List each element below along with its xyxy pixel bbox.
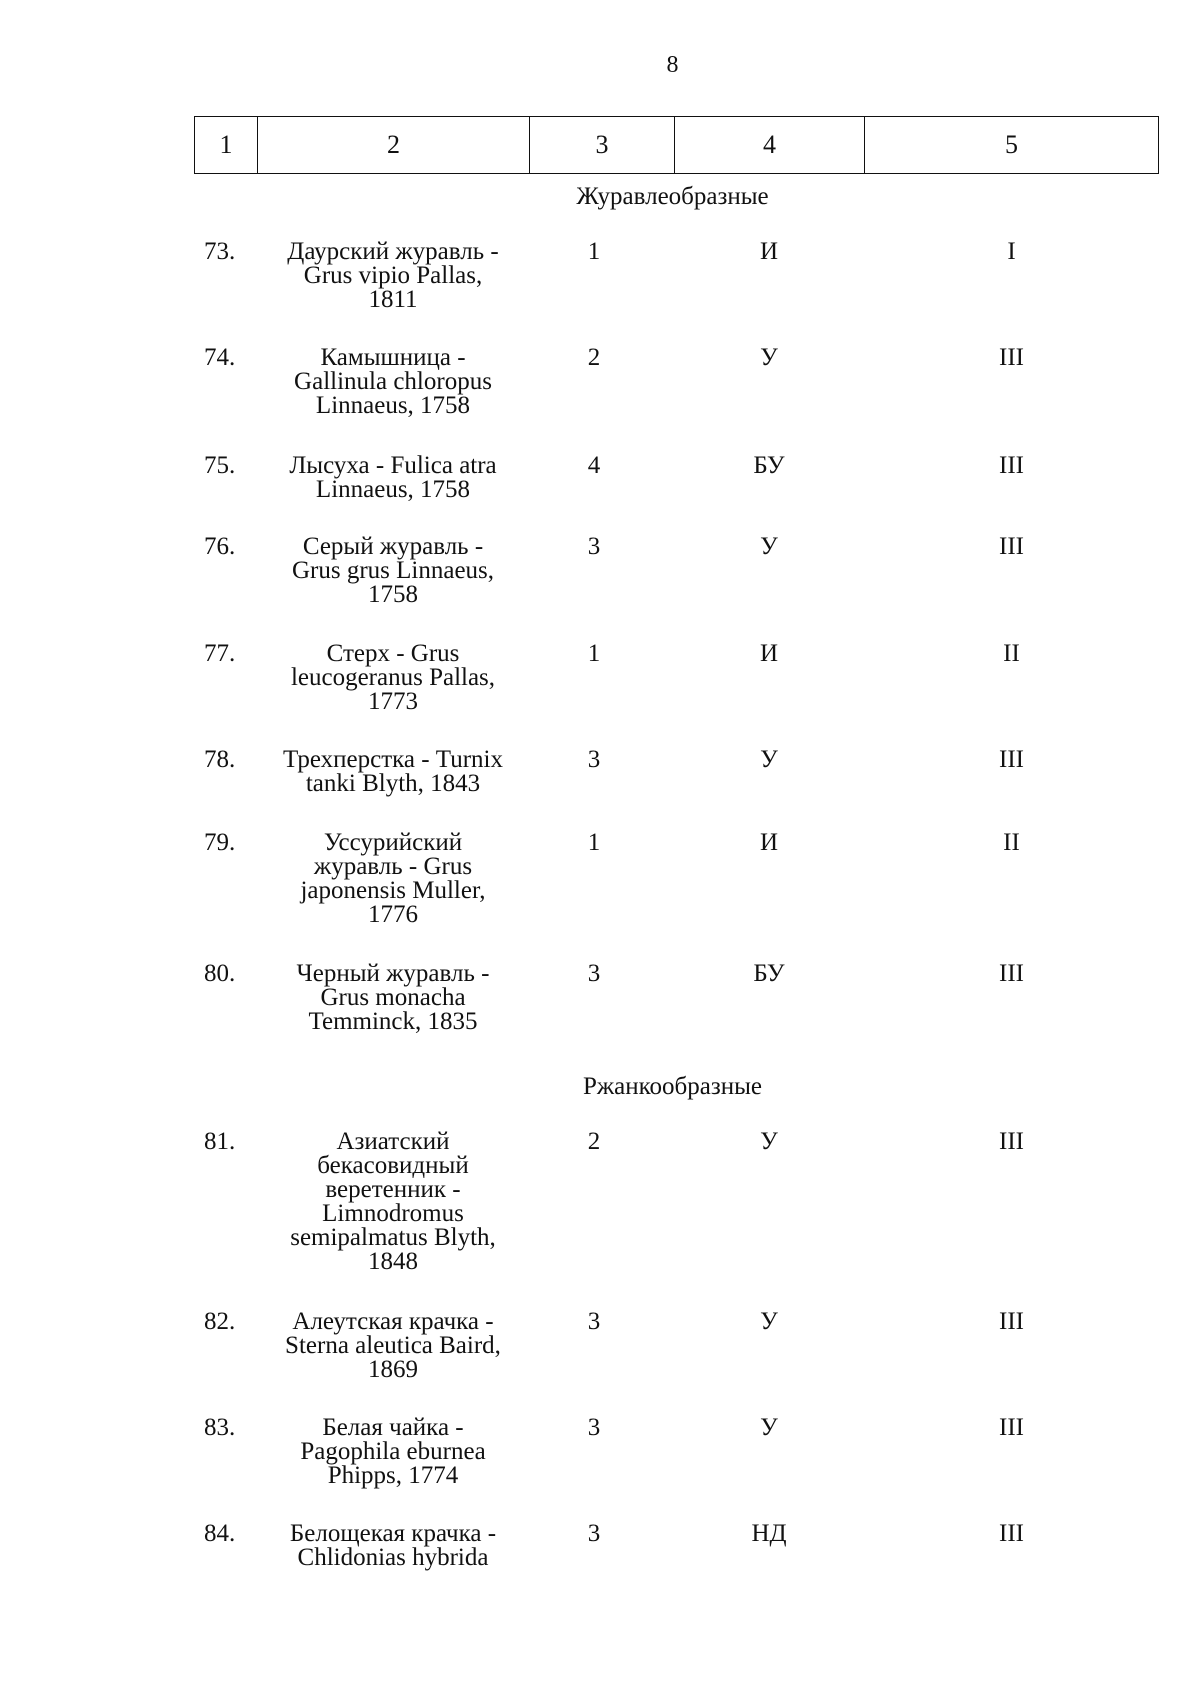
species-name: Камышница - Gallinula chloropus Linnaeus, 1758 (294, 344, 492, 419)
status-value: У (760, 344, 778, 371)
species-name: Серый журавль - Grus grus Linnaeus, 1758 (291, 533, 495, 608)
header-col-3: 3 (530, 117, 675, 173)
category-value: 3 (587, 1520, 601, 1547)
category-value: 3 (587, 533, 601, 560)
priority-value: III (999, 1520, 1024, 1547)
section-title: Ржанкообразные (583, 1073, 762, 1100)
priority-value: III (999, 1414, 1024, 1441)
category-value: 1 (587, 640, 601, 667)
species-name: Азиатский бекасовидный веретенник - Limnodromus semipalmatus Blyth, 1848 (290, 1128, 496, 1275)
category-value: 1 (587, 238, 601, 265)
priority-value: III (999, 452, 1024, 479)
status-value: И (759, 829, 779, 856)
priority-value: II (1003, 640, 1020, 667)
row-number: 84. (204, 1520, 236, 1547)
species-name: Алеутская крачка - Sterna aleutica Baird, 1869 (285, 1308, 501, 1383)
priority-value: III (999, 1128, 1024, 1155)
category-value: 1 (587, 829, 601, 856)
row-number: 83. (204, 1414, 236, 1441)
species-name: Черный журавль - Grus monacha Temminck, 1835 (296, 960, 490, 1035)
section-title: Журавлеобразные (576, 183, 769, 210)
species-name: Лысуха - Fulica atra Linnaeus, 1758 (289, 452, 497, 503)
row-number: 74. (204, 344, 236, 371)
category-value: 3 (587, 960, 601, 987)
header-col-5: 5 (1005, 130, 1018, 159)
priority-value: III (999, 1308, 1024, 1335)
priority-value: III (999, 746, 1024, 773)
row-number: 82. (204, 1308, 236, 1335)
page-number: 8 (666, 52, 679, 78)
species-name: Белая чайка - Pagophila eburnea Phipps, 1774 (300, 1414, 486, 1489)
species-name: Стерх - Grus leucogeranus Pallas, 1773 (290, 640, 496, 715)
priority-value: III (999, 344, 1024, 371)
priority-value: III (999, 960, 1024, 987)
category-value: 4 (587, 452, 601, 479)
priority-value: II (1003, 829, 1020, 856)
header-col-4: 4 (675, 117, 865, 173)
category-value: 3 (587, 1308, 601, 1335)
category-value: 2 (587, 1128, 601, 1155)
species-name: Трехперстка - Turnix tanki Blyth, 1843 (283, 746, 503, 797)
status-value: У (760, 1128, 778, 1155)
row-number: 73. (204, 238, 236, 265)
category-value: 3 (587, 1414, 601, 1441)
row-number: 79. (204, 829, 236, 856)
table-header (194, 116, 1159, 174)
row-number: 78. (204, 746, 236, 773)
priority-value: I (1007, 238, 1016, 265)
row-number: 76. (204, 533, 236, 560)
status-value: У (760, 533, 778, 560)
row-number: 75. (204, 452, 236, 479)
header-col-1: 1 (195, 117, 258, 173)
status-value: У (760, 746, 778, 773)
category-value: 3 (587, 746, 601, 773)
status-value: И (759, 640, 779, 667)
status-value: БУ (753, 452, 785, 479)
species-name: Уссурийский журавль - Grus japonensis Muller, 1776 (300, 829, 486, 928)
species-name: Даурский журавль - Grus vipio Pallas, 1811 (287, 238, 499, 313)
row-number: 77. (204, 640, 236, 667)
header-col-2: 2 (258, 117, 530, 173)
status-value: У (760, 1414, 778, 1441)
category-value: 2 (587, 344, 601, 371)
status-value: И (759, 238, 779, 265)
status-value: У (760, 1308, 778, 1335)
row-number: 80. (204, 960, 236, 987)
status-value: НД (751, 1520, 787, 1547)
species-name: Белощекая крачка - Chlidonias hybrida (289, 1520, 497, 1571)
row-number: 81. (204, 1128, 236, 1155)
status-value: БУ (753, 960, 785, 987)
priority-value: III (999, 533, 1024, 560)
